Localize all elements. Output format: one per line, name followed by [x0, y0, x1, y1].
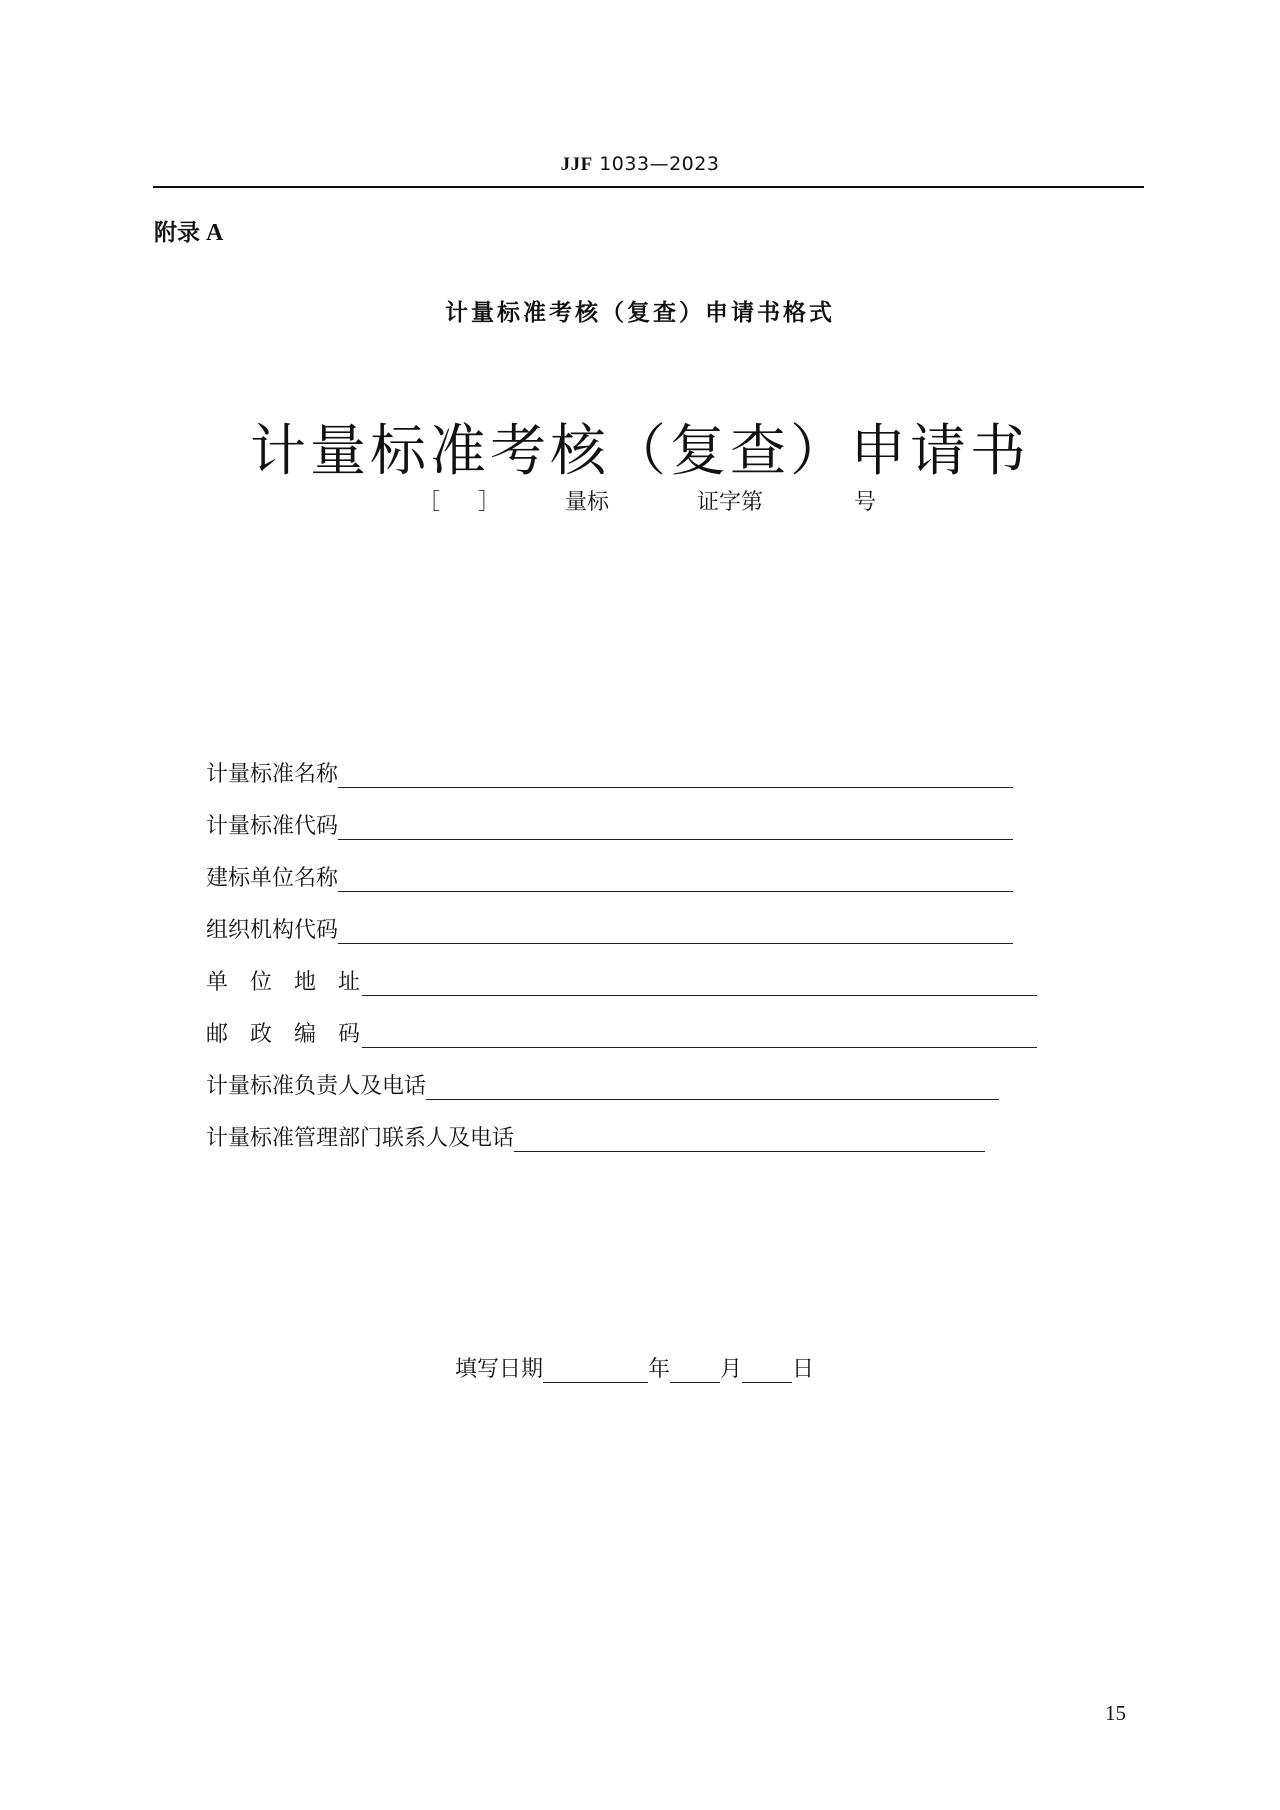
field-address [206, 966, 1037, 996]
field-department-contact [206, 1122, 985, 1152]
header-code-prefix: JJF [560, 154, 593, 175]
organization-name-input-line[interactable] [338, 864, 1013, 892]
month-label: 月 [720, 1357, 743, 1382]
field-responsible-person [206, 1070, 999, 1100]
year-label: 年 [648, 1357, 671, 1382]
field-postal-code [206, 1018, 1037, 1048]
field-label: 计量标准负责人及电话 [206, 1074, 427, 1099]
day-label: 日 [792, 1357, 815, 1382]
measure-standard-text: 量标 [565, 490, 610, 515]
certificate-number-line [0, 485, 1280, 515]
page-number: 15 [1105, 1701, 1126, 1725]
number-suffix-text: 号 [854, 490, 877, 515]
section-title: 计量标准考核（复查）申请书格式 [445, 300, 835, 326]
header-code-number: 1033—2023 [599, 153, 720, 175]
field-standard-name [206, 758, 1013, 788]
field-label: 邮政编码 [206, 1022, 383, 1047]
field-label: 单位地址 [206, 970, 383, 995]
field-organization-name [206, 862, 1013, 892]
field-label: 组织机构代码 [206, 918, 339, 943]
close-bracket: ］ [478, 490, 501, 515]
organization-code-input-line[interactable] [338, 916, 1013, 944]
header-rule [153, 186, 1144, 188]
day-input-line[interactable] [742, 1355, 792, 1383]
header-standard-code [0, 153, 1280, 176]
open-bracket: ［ [418, 490, 441, 515]
field-standard-code [206, 810, 1013, 840]
department-contact-input-line[interactable] [514, 1124, 985, 1152]
address-input-line[interactable] [362, 968, 1037, 996]
field-label: 计量标准代码 [206, 814, 339, 839]
responsible-person-input-line[interactable] [426, 1072, 999, 1100]
appendix-label [154, 214, 223, 247]
standard-name-input-line[interactable] [338, 760, 1013, 788]
field-label: 计量标准名称 [206, 762, 339, 787]
field-organization-code [206, 914, 1013, 944]
document-title: 计量标准考核（复查）申请书 [250, 419, 1030, 484]
postal-code-input-line[interactable] [362, 1020, 1037, 1048]
month-input-line[interactable] [670, 1355, 720, 1383]
field-label: 建标单位名称 [206, 866, 339, 891]
field-label: 计量标准管理部门联系人及电话 [206, 1126, 515, 1151]
certificate-number-text: 证字第 [697, 490, 764, 515]
fill-date-label: 填写日期 [455, 1357, 544, 1382]
appendix-label-text: 附录 [154, 220, 200, 246]
standard-code-input-line[interactable] [338, 812, 1013, 840]
year-input-line[interactable] [543, 1355, 648, 1383]
fill-date-row [455, 1353, 814, 1383]
appendix-letter: A [206, 220, 224, 246]
